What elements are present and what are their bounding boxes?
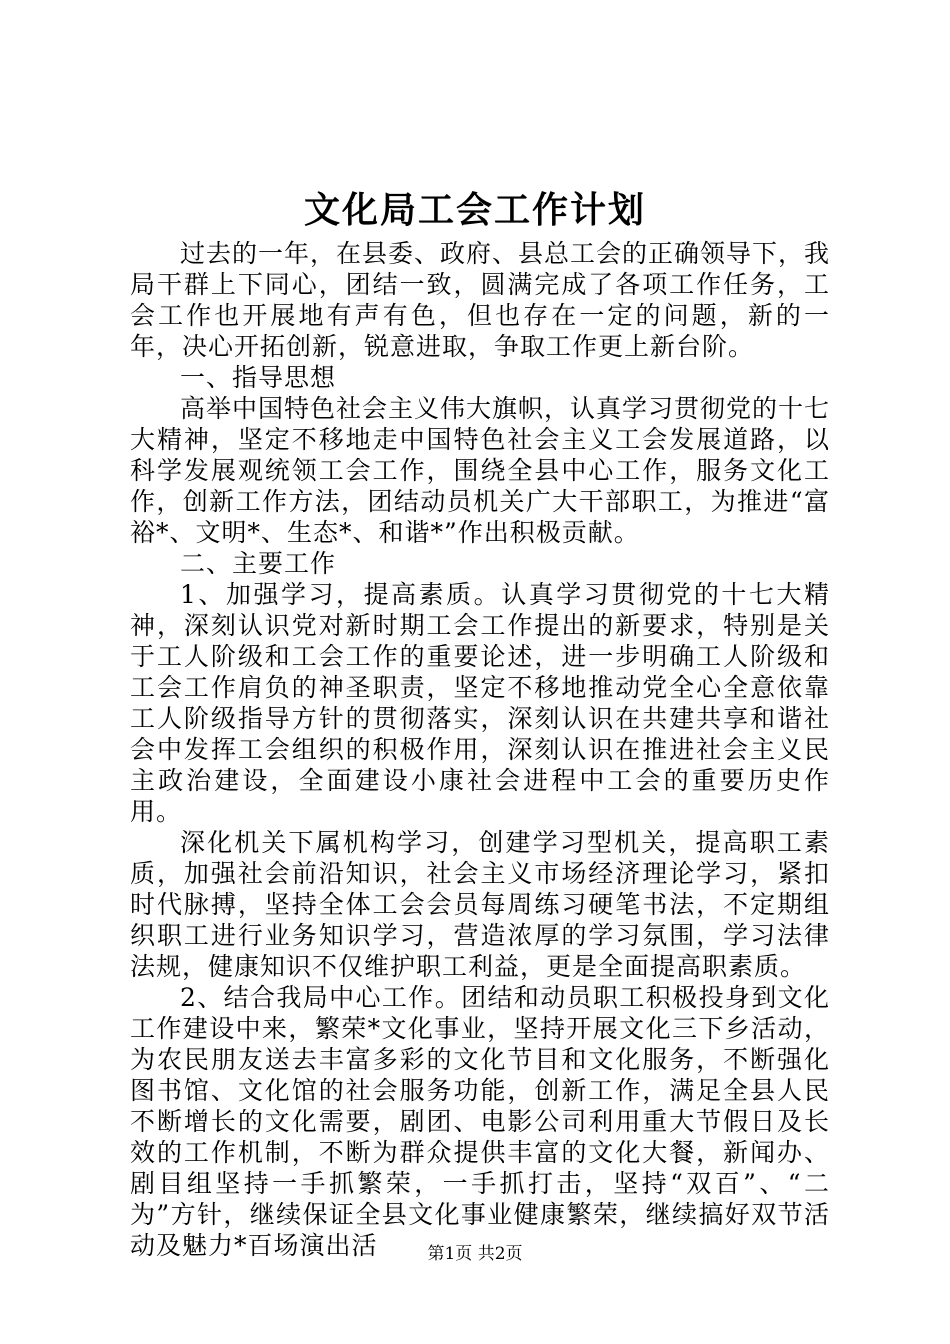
- section-heading-guiding: 一、指导思想: [180, 363, 337, 392]
- work-item-1-paragraph: 1、加强学习，提高素质。认真学习贯彻党的十七大精神，深刻认识党对新时期工会工作提出的新要求，特别是关于工人阶级和工会工作的重要论述，进一步明确工人阶级和工会工作肩负的神圣职责，坚定不移地推动党全心全意依靠工人阶级指导方针的贯彻落实，深刻认识在共建共享和谐社会中发挥工会组织的积极作用，深刻认识在推进社会主义民主政治建设，全面建设小康社会进程中工会的重要历史作用。: [130, 580, 830, 826]
- section-heading-main-work: 二、主要工作: [180, 549, 337, 578]
- document-title: 文化局工会工作计划: [303, 189, 646, 231]
- page-number-footer: 第1页 共2页: [427, 1244, 523, 1264]
- work-item-1-continued-paragraph: 深化机关下属机构学习，创建学习型机关，提高职工素质，加强社会前沿知识，社会主义市场经济理论学习，紧扣时代脉搏，坚持全体工会会员每周练习硬笔书法，不定期组织职工进行业务知识学习，营造浓厚的学习氛围，学习法律法规，健康知识不仅维护职工利益，更是全面提高职素质。: [130, 828, 830, 981]
- intro-paragraph: 过去的一年，在县委、政府、县总工会的正确领导下，我局干群上下同心，团结一致，圆满完成了各项工作任务，工会工作也开展地有声有色，但也存在一定的问题，新的一年，决心开拓创新，锐意进取，争取工作更上新台阶。: [130, 239, 831, 361]
- document-body: [130, 238, 830, 1261]
- guiding-paragraph: 高举中国特色社会主义伟大旗帜，认真学习贯彻党的十七大精神，坚定不移地走中国特色社会主义工会发展道路，以科学发展观统领工会工作，围绕全县中心工作，服务文化工作，创新工作方法，团结动员机关广大干部职工，为推进“富裕*、文明*、生态*、和谐*”作出积极贡献。: [130, 394, 831, 547]
- work-item-2-paragraph: 2、结合我局中心工作。团结和动员职工积极投身到文化工作建设中来，繁荣*文化事业，坚持开展文化三下乡活动，为农民朋友送去丰富多彩的文化节目和文化服务，不断强化图书馆、文化馆的社会服务功能，创新工作，满足全县人民不断增长的文化需要，剧团、电影公司利用重大节假日及长效的工作机制，不断为群众提供丰富的文化大餐，新闻办、剧目组坚持一手抓繁荣，一手抓打击，坚持“双百”、“二为”方针，继续保证全县文化事业健康繁荣，继续搞好双节活动及魅力*百场演出活: [130, 983, 830, 1260]
